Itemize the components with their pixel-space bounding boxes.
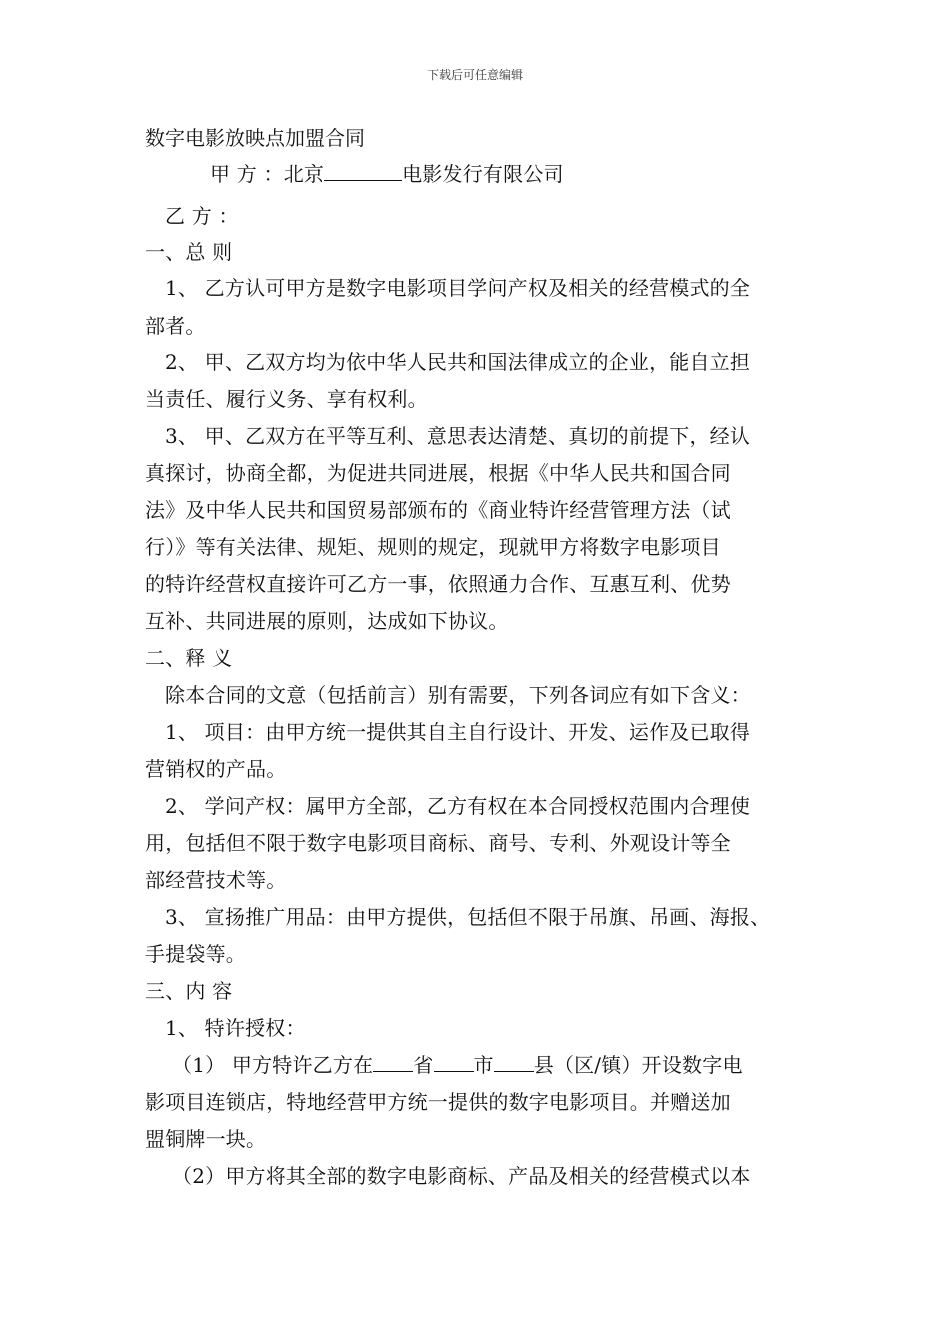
party-a-prefix: 甲 方 ：北京 [210,162,325,186]
clause-1-province: 省 [413,1053,434,1077]
paragraph-line: 2、 学问产权：属甲方全部，乙方有权在本合同授权范围内合理使 [165,794,751,818]
party-a-suffix: 电影发行有限公司 [402,162,564,186]
paragraph-line: 2、 甲、乙双方均为依中华人民共和国法律成立的企业，能自立担 [165,350,751,374]
paragraph-line: 法》及中华人民共和国贸易部颁布的《商业特许经营管理方法（试 [145,498,731,522]
paragraph-line: 手提袋等。 [145,942,246,966]
paragraph-line: 3、 甲、乙双方在平等互利、意思表达清楚、真切的前提下，经认 [165,424,751,448]
section-heading: 三、内 容 [145,979,233,1003]
blank-field [324,179,402,181]
paragraph-line: 的特许经营权直接许可乙方一事，依照通力合作、互惠互利、优势 [145,572,731,596]
clause-1-city: 市 [473,1053,494,1077]
clause-1-line [172,1049,852,1078]
paragraph-line: 3、 宣扬推广用品：由甲方提供，包括但不限于吊旗、吊画、海报、 [165,905,771,929]
paragraph-line: 1、 乙方认可甲方是数字电影项目学问产权及相关的经营模式的全 [165,276,751,300]
paragraph-line: 部者。 [145,314,206,338]
paragraph-line: 用，包括但不限于数字电影项目商标、商号、专利、外观设计等全 [145,831,731,855]
paragraph-line: （2）甲方将其全部的数字电影商标、产品及相关的经营模式以本 [172,1164,751,1188]
party-a-line [210,158,890,187]
paragraph-line: 营销权的产品。 [145,757,287,781]
clause-1-county: 县（区/镇）开设数字电 [533,1053,743,1077]
blank-field [373,1070,413,1072]
section-heading: 二、释 义 [145,646,233,670]
paragraph-line: 盟铜牌一块。 [145,1127,267,1151]
party-b-line: 乙 方 ： [165,204,239,228]
clause-1-text: （1） 甲方特许乙方在 [172,1053,374,1077]
paragraph-line: 真探讨，协商全都，为促进共同进展，根据《中华人民共和国合同 [145,461,731,485]
page-header-note: 下载后可任意编辑 [426,68,523,82]
paragraph-line: 除本合同的文意（包括前言）别有需要，下列各词应有如下含义： [165,683,751,707]
paragraph-line: 互补、共同进展的原则，达成如下协议。 [145,609,509,633]
contract-title: 数字电影放映点加盟合同 [145,126,365,150]
paragraph-line: 部经营技术等。 [145,868,287,892]
paragraph-line: 当责任、履行义务、享有权利。 [145,387,428,411]
blank-field [494,1070,534,1072]
paragraph-line: 影项目连锁店，特地经营甲方统一提供的数字电影项目。并赠送加 [145,1090,731,1114]
paragraph-line: 1、 特许授权： [165,1016,306,1040]
blank-field [434,1070,474,1072]
paragraph-line: 行）》等有关法律、规矩、规则的规定，现就甲方将数字电影项目 [145,535,721,559]
paragraph-line: 1、 项目：由甲方统一提供其自主自行设计、开发、运作及已取得 [165,720,751,744]
section-heading: 一、总 则 [145,240,233,264]
